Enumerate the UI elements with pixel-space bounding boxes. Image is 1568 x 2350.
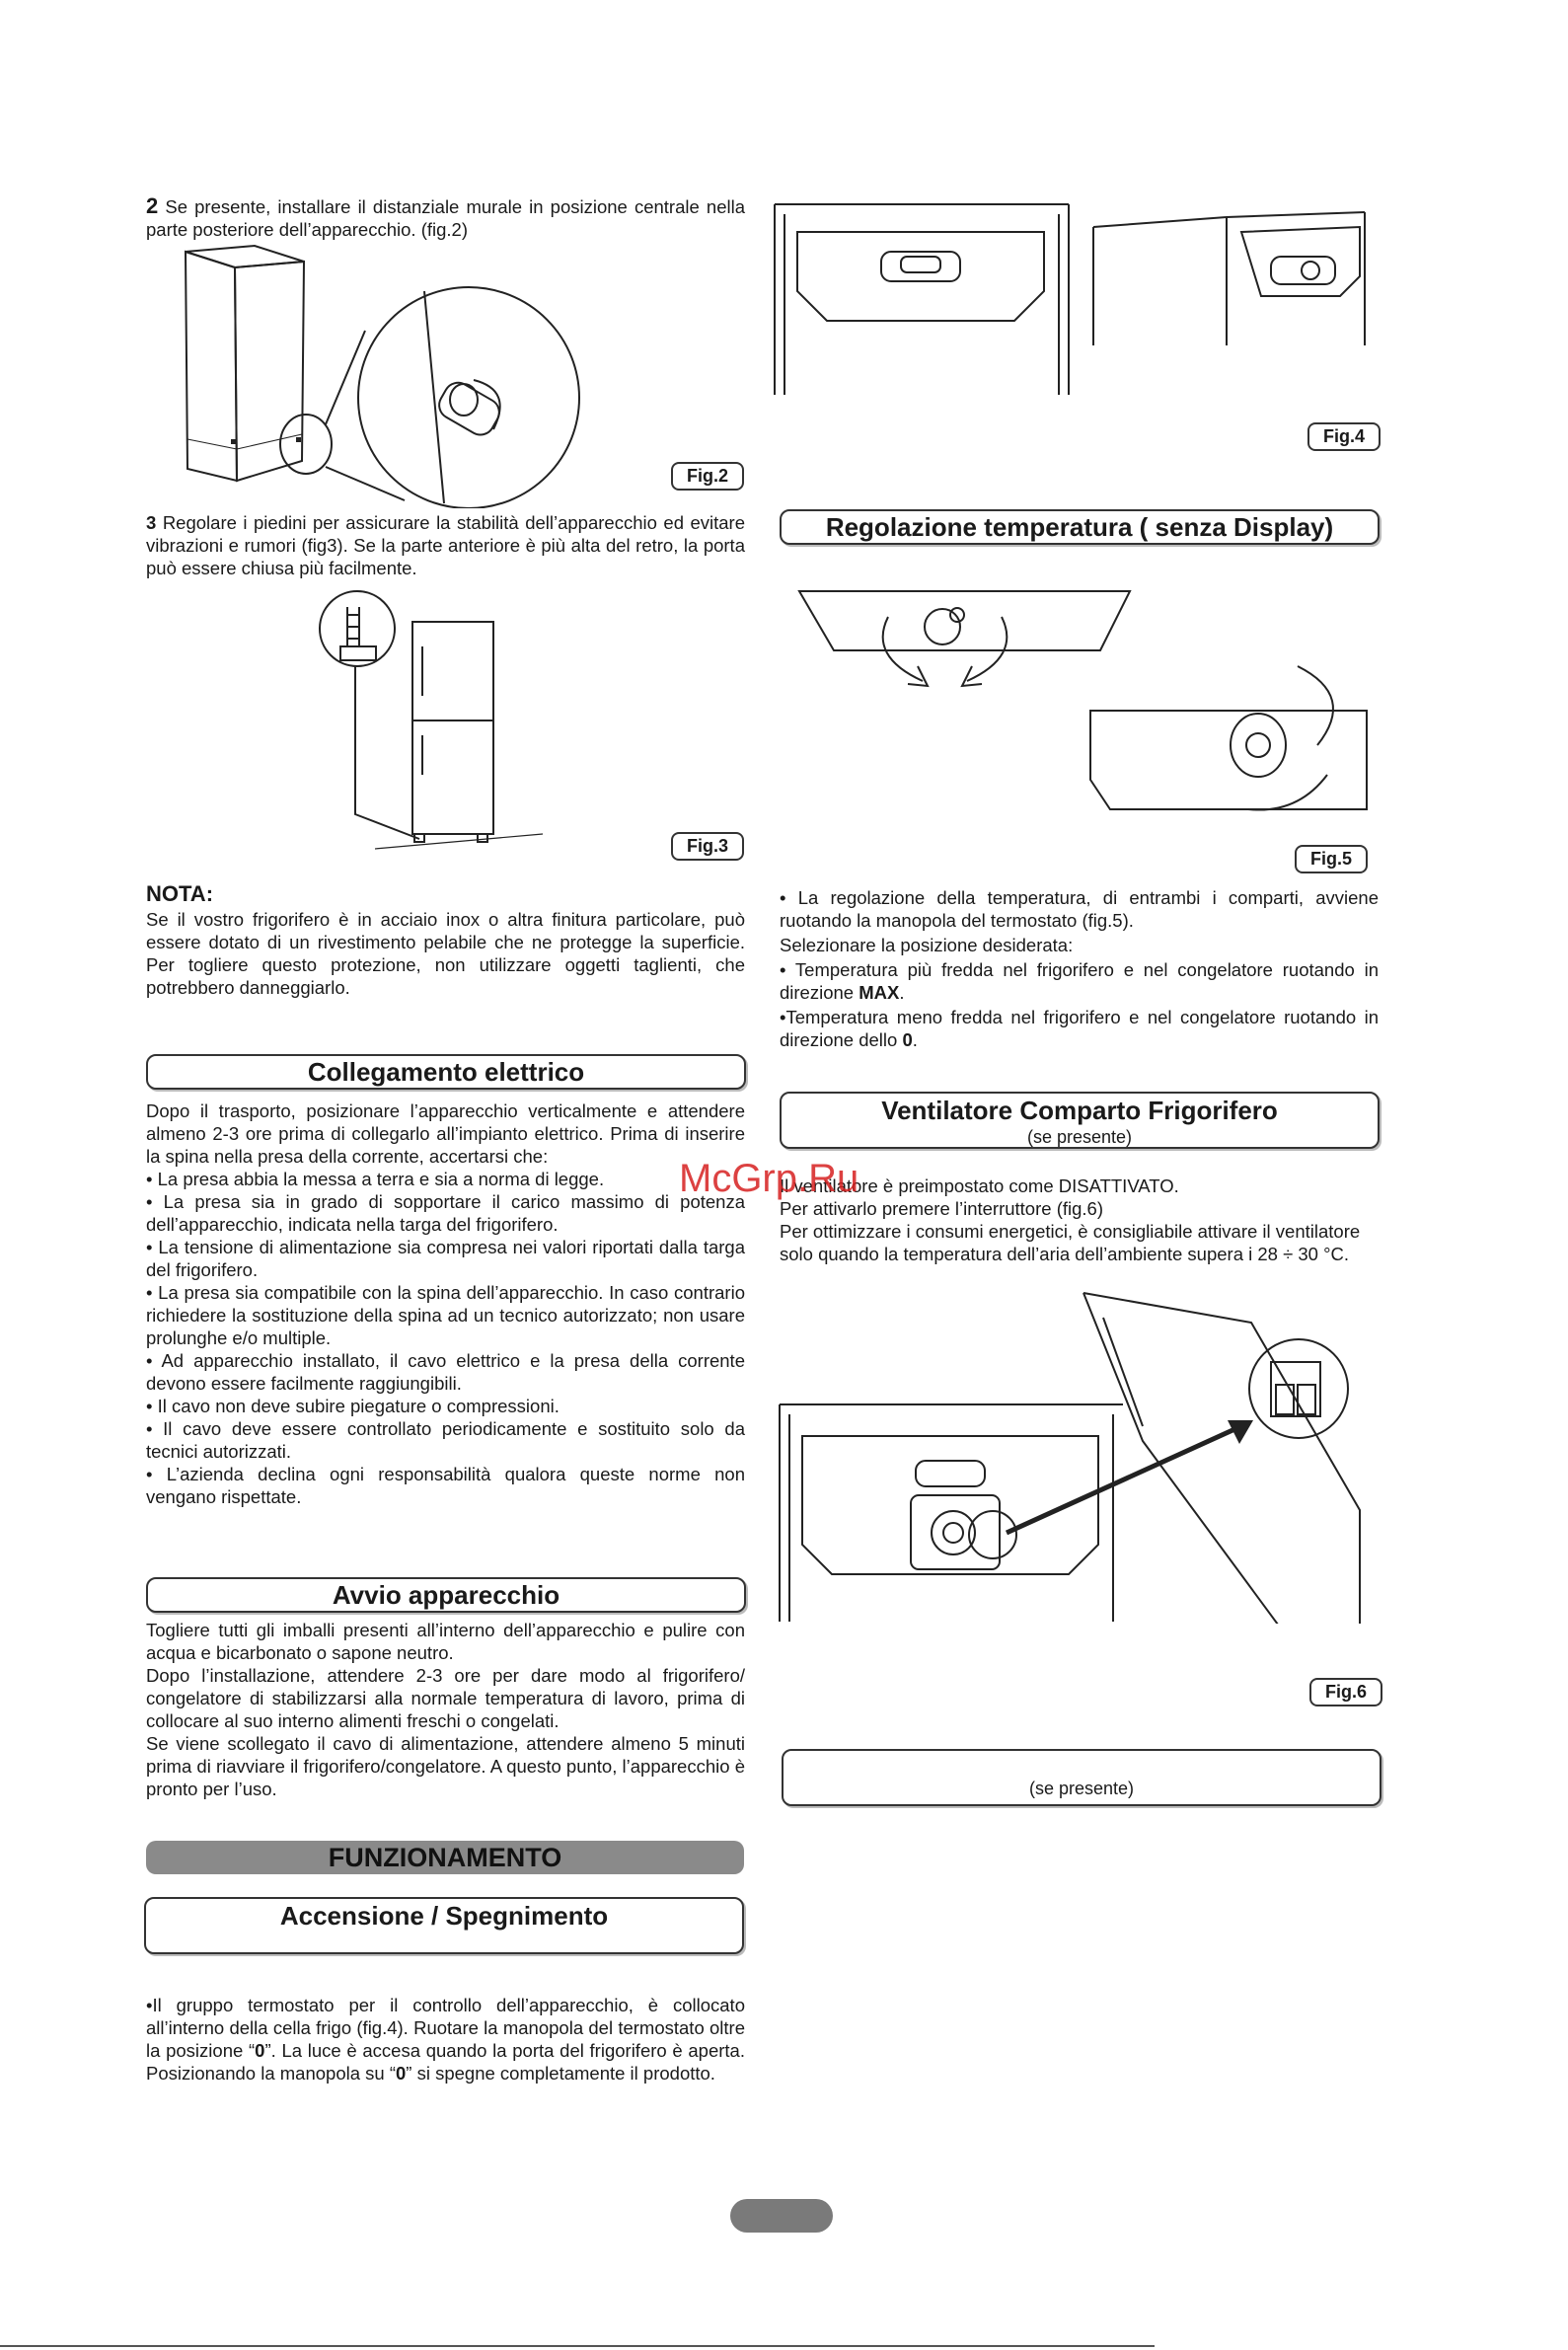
fig4-label: Fig.4 <box>1307 422 1381 451</box>
accensione-text <box>146 1994 745 2085</box>
ventilatore-subtitle: (se presente) <box>1026 1127 1133 1147</box>
fig5-illustration <box>794 587 1377 834</box>
collegamento-bullet: • Il cavo non deve subire piegature o compressioni. <box>146 1396 560 1416</box>
page-number-pill <box>730 2199 833 2233</box>
collegamento-bullet: • L’azienda declina ogni responsabilità qualora queste norme non vengano rispettate. <box>146 1464 745 1507</box>
ventilatore-p3: Per ottimizzare i consumi energetici, è consigliabile attivare il ventilatore solo quando la temperatura dell’aria dell’ambiente supera i 28 ÷ 30 °C. <box>780 1221 1361 1264</box>
regolazione-p1: • La regolazione della temperatura, di entrambi i comparti, avviene ruotando la manopola del termostato (fig.5). <box>780 887 1379 931</box>
regolazione-p4-end: . <box>912 1029 918 1050</box>
collegamento-bullet: • La presa sia in grado di sopportare il carico massimo di potenza dell’apparecchio, indicata nella targa del frigorifero. <box>146 1191 745 1235</box>
regolazione-p4-text: •Temperatura meno fredda nel frigorifero e nel congelatore ruotando in direzione dello <box>780 1007 1379 1050</box>
avvio-body <box>146 1619 745 1800</box>
fig4-illustration <box>773 202 1384 400</box>
fig2-illustration <box>178 242 592 508</box>
avvio-title: Avvio apparecchio <box>332 1580 560 1610</box>
collegamento-bullet: • La presa abbia la messa a terra e sia a norma di legge. <box>146 1169 605 1189</box>
nota-text: Se il vostro frigorifero è in acciaio inox o altra finitura particolare, può essere dotato di un rivestimento pelabile che ne protegge la superficie. Per togliere questo protezione, non utilizzare oggetti taglienti, che potrebbero danneggiarlo. <box>146 909 745 998</box>
collegamento-body <box>146 1099 745 1508</box>
watermark: McGrp.Ru <box>679 1157 859 1200</box>
regolazione-p2: Selezionare la posizione desiderata: <box>780 935 1074 955</box>
collegamento-intro: Dopo il trasporto, posizionare l’apparecchio verticalmente e attendere almeno 2-3 ore prima di collegarlo all’impianto elettrico. Prima di inserire la spina nella presa della corrente, accertarsi che: <box>146 1100 745 1167</box>
step3-number: 3 <box>146 512 157 533</box>
ventilatore-p2: Per attivarlo premere l’interruttore (fig.6) <box>780 1198 1103 1219</box>
step2-number: 2 <box>146 193 159 218</box>
optional-section-header <box>782 1749 1381 1806</box>
regolazione-p3 <box>780 958 1379 1004</box>
avvio-paragraph: Dopo l’installazione, attendere 2-3 ore per dare modo al frigorifero/ congelatore di stabilizzarsi alla normale temperatura di lavoro, prima di collocare al suo interno alimenti freschi o congelati. <box>146 1665 745 1731</box>
optional-section-subtitle: (se presente) <box>1028 1779 1135 1798</box>
regolazione-p4 <box>780 1006 1379 1051</box>
collegamento-bullet: • Il cavo deve essere controllato periodicamente e sostituito solo da tecnici autorizzati. <box>146 1418 745 1462</box>
accensione-bold-zero: 0 <box>396 2063 407 2084</box>
funzionamento-header: FUNZIONAMENTO <box>146 1841 744 1874</box>
accensione-bold-zero: 0 <box>255 2040 265 2061</box>
avvio-paragraph: Se viene scollegato il cavo di alimentazione, attendere almeno 5 minuti prima di riavviare il frigorifero/congelatore. A questo punto, l’apparecchio è pronto per l’uso. <box>146 1733 745 1799</box>
step3-body: Regolare i piedini per assicurare la stabilità dell’apparecchio ed evitare vibrazioni e rumori (fig3). Se la parte anteriore è più alta del retro, la porta può essere chiusa più facilmente. <box>146 512 746 578</box>
step2-body: Se presente, installare il distanziale murale in posizione centrale nella parte posteriore dell’apparecchio. (fig.2) <box>146 196 745 240</box>
regolazione-zero: 0 <box>902 1029 913 1050</box>
nota-title: NOTA: <box>146 881 214 906</box>
fig3-label: Fig.3 <box>671 832 744 861</box>
regolazione-title: Regolazione temperatura ( senza Display) <box>825 512 1334 542</box>
fig5-label: Fig.5 <box>1295 845 1368 873</box>
accensione-text-c: ” si spegne completamente il prodotto. <box>406 2063 715 2084</box>
fig6-illustration <box>778 1288 1370 1624</box>
ventilatore-header <box>780 1092 1380 1149</box>
accensione-text-b: ”. La luce è accesa quando la porta del frigorifero è aperta. Posizionando la manopola su “ <box>146 2040 745 2084</box>
fig6-label: Fig.6 <box>1309 1678 1382 1706</box>
ventilatore-title: Ventilatore Comparto Frigorifero <box>881 1096 1278 1125</box>
regolazione-p3-end: . <box>899 982 905 1003</box>
fig2-label: Fig.2 <box>671 462 744 491</box>
collegamento-title: Collegamento elettrico <box>307 1057 585 1087</box>
fig3-illustration <box>316 587 553 854</box>
collegamento-header <box>146 1054 746 1090</box>
regolazione-p3-text: • Temperatura più fredda nel frigorifero e nel congelatore ruotando in direzione <box>780 959 1379 1003</box>
bottom-rule <box>0 2345 1155 2347</box>
collegamento-bullet: • Ad apparecchio installato, il cavo elettrico e la presa della corrente devono essere facilmente raggiungibili. <box>146 1350 745 1394</box>
regolazione-body <box>780 886 1379 1051</box>
ventilatore-p1: Il ventilatore è preimpostato come DISATTIVATO. <box>780 1175 1179 1196</box>
step3-text <box>146 511 745 579</box>
ventilatore-body <box>780 1175 1379 1265</box>
collegamento-bullet: • La presa sia compatibile con la spina dell’apparecchio. In caso contrario richiedere la sostituzione della spina ad un tecnico autorizzato; non usare prolunghe e/o multiple. <box>146 1282 745 1348</box>
regolazione-max: MAX <box>859 982 900 1003</box>
accensione-text-a: •Il gruppo termostato per il controllo dell’apparecchio, è collocato all’interno della cella frigo (fig.4). Ruotare la manopola del termostato oltre la posizione “ <box>146 1995 745 2061</box>
collegamento-bullet: • La tensione di alimentazione sia compresa nei valori riportati dalla targa del frigorifero. <box>146 1237 745 1280</box>
accensione-header <box>144 1897 744 1954</box>
regolazione-header <box>780 509 1380 545</box>
step2-text <box>146 194 745 241</box>
avvio-paragraph: Togliere tutti gli imballi presenti all’interno dell’apparecchio e pulire con acqua e bicarbonato o sapone neutro. <box>146 1620 745 1663</box>
avvio-header <box>146 1577 746 1613</box>
accensione-title: Accensione / Spegnimento <box>279 1901 609 1931</box>
